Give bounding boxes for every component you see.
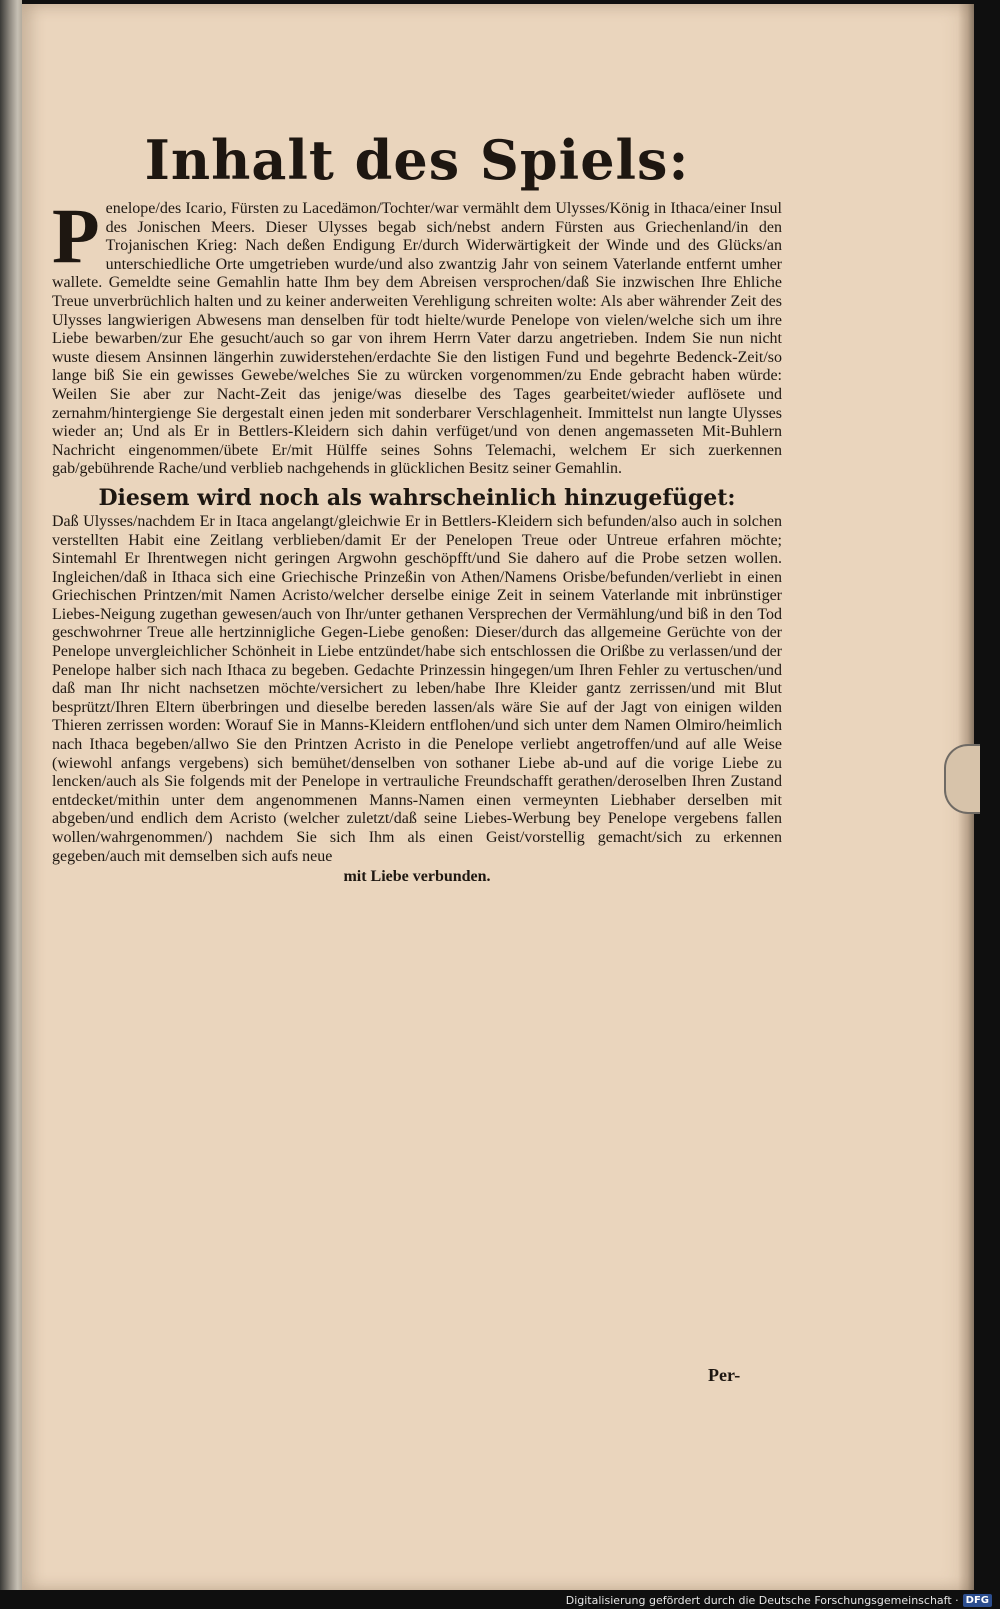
- page-content: [52, 128, 782, 886]
- summary-paragraph: Penelope/des Icario, Fürsten zu Lacedämon/Tochter/war vermählt dem Ulysses/König in Ithaca/einer Insul des Jonischen Meers. Dieser Ulysses begab sich/nebst andern Fürsten aus Griechenland/in den Trojanischen Krieg: Nach deßen Endigung Er/durch Widerwärtigkeit der Winde und des Glücks/an unterschiedliche Orte umgetrieben wurde/und also zwantzig Jahr von seinem Vaterlande entfernt umher wallete. Gemeldte seine Gemahlin hatte Ihm bey dem Abreisen versprochen/daß Sie inzwischen Ihre Ehliche Treue unverbrüchlich halten und zu keiner anderweiten Verehligung schreiten wolte: Als aber währender Zeit des Ulysses langwierigen Abwesens man denselben für todt hielte/wurde Penelope von vielen/welche sich um ihre Liebe bewarben/zur Ehe gesucht/auch so gar von ihrem Herrn Vater darzu angetrieben. Indem Sie nun nicht wuste diesem Ansinnen längerhin zuwiderstehen/erdachte Sie den listigen Fund und begehrte Bedenck-Zeit/so lange biß Sie ein gewisses Gewebe/welches Sie zu würcken vorgenommen/zu Ende gebracht haben würde: Weilen Sie aber zur Nacht-Zeit das jenige/was dieselbe des Tages gearbeitet/wieder auflösete und zernahm/hintergienge Sie dergestalt einen jeden mit sonderbarer Verschlagenheit. Immittelst nun langte Ulysses wieder an; Und als Er in Bettlers-Kleidern sich dahin verfüget/und von denen angemasseten Mit-Buhlern Nachricht eingenommen/übete Er/mit Hülffe seines Sohns Telemachi, welchem Er sich zuerkennen gab/gebührende Rache/und verblieb nachgehends in glücklichen Besitz seiner Gemahlin.: [52, 192, 782, 478]
- page-title: Inhalt des Spiels:: [144, 128, 690, 192]
- footer-credit-text: Digitalisierung gefördert durch die Deutsche Forschungsgemeinschaft ·: [565, 1594, 959, 1607]
- digitization-footer: [566, 1594, 992, 1607]
- catchword: Per-: [708, 1365, 741, 1385]
- addendum-paragraph: Daß Ulysses/nachdem Er in Itaca angelangt/gleichwie Er in Bettlers-Kleidern sich befunden/also auch in solchen verstellten Habit eine Zeitlang verblieben/damit Er der Penelopen Treue oder Untreue erfahren möchte; Sintemahl Er Ihrentwegen nicht geringen Argwohn geschöpfft/und Sie dahero auf die Probe setzen wollen. Ingleichen/daß in Ithaca sich eine Griechische Prinzeßin von Athen/Namens Orisbe/befunden/verliebt in einen Griechischen Printzen/mit Namen Acristo/welcher derselbe einige Zeit in seinem Vaterlande mit inbrünstiger Liebes-Neigung zugethan gewesen/auch von Ihr/unter gethanen Versprechen der Vermählung/und biß in den Tod geschwohrner Treue alle hertzinnigliche Gegen-Liebe genoßen: Dieser/durch das allgemeine Gerüchte von der Penelope unvergleichlicher Schönheit in Liebe entzündet/habe sich entschlossen die Orißbe zu verlassen/und der Penelope halber sich nach Ithaca zu begeben. Gedachte Prinzessin hingegen/um Ihren Fehler zu vertuschen/und daß man Ihr nicht nachsetzen möchte/versichert zu leben/habe Ihre Kleider gantz zerrissen/und mit Blut besprützt/Ihren Eltern überbringen und dieselbe bereden lassen/als wäre Sie auf der Jagt von einigen wilden Thieren zerrissen worden: Worauf Sie in Manns-Kleidern entflohen/und sich unter dem Namen Olmiro/heimlich nach Ithaca begeben/allwo Sie den Printzen Acristo in die Penelope verliebt angetroffen/und auf alle Weise (wiewohl anfangs vergebens) sich bemühet/denselben von sothaner Liebe ab-und auf die vorige Liebe zu lencken/auch als Sie folgends mit der Penelope in vertrauliche Freundschafft gerathen/deroselben Ihren Zustand entdecket/mithin unter dem angenommenen Manns-Namen einen vermeynten Liebhaber derselben mit abgeben/und endlich dem Acristo (welcher zuletzt/daß seine Liebes-Werbung bey Penelope vergebens fallen wollen/wahrgenommen/) nachdem Sie sich Ihm als einen Geist/vorstellig gemacht/sich zu erkennen gegeben/auch mit demselben sich aufs neue: [52, 512, 782, 865]
- page-tab-marker: [944, 744, 980, 814]
- dfg-logo-icon: DFG: [963, 1594, 992, 1607]
- book-binding-edge: [0, 0, 22, 1590]
- section-subheading: Diesem wird noch als wahrscheinlich hinzugefüget:: [98, 484, 736, 511]
- closing-line: mit Liebe verbunden.: [343, 868, 491, 886]
